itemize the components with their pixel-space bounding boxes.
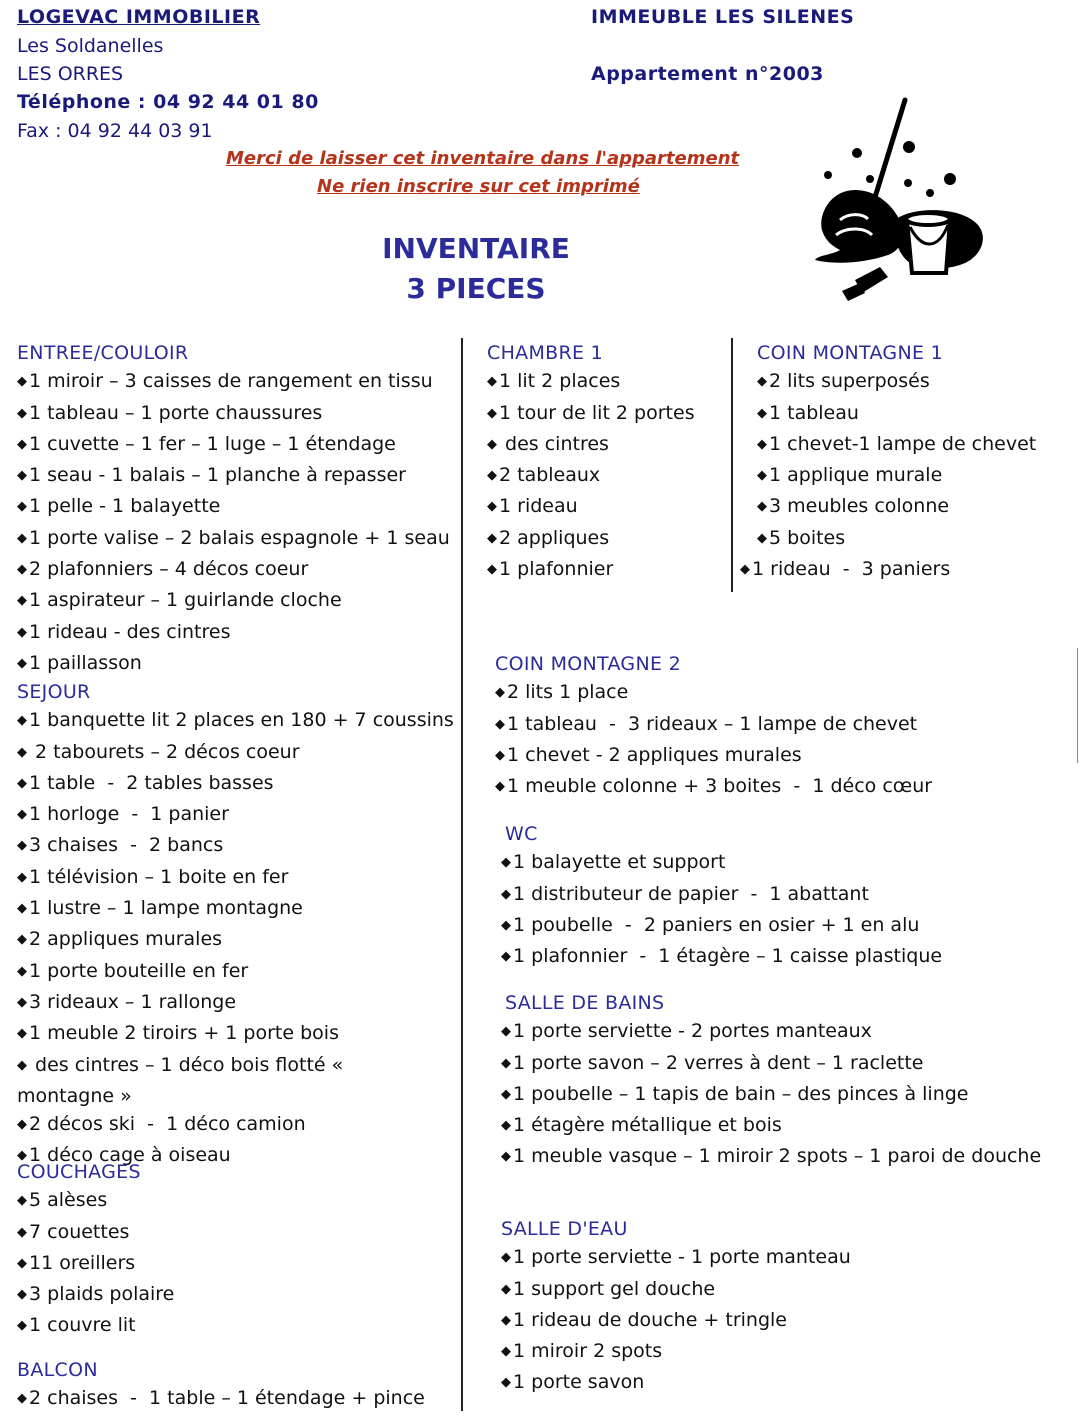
section-balcon	[17, 1356, 425, 1416]
list-item: ◆ 1 porte savon – 2 verres à dent – 1 raclette	[501, 1051, 924, 1074]
bullet-icon: ◆	[501, 1250, 511, 1266]
list-item: ◆ 1 tableau	[757, 401, 859, 424]
section-coin-montagne-2	[495, 650, 932, 803]
section-sejour	[17, 678, 454, 1173]
bullet-icon: ◆	[17, 1391, 27, 1407]
column-divider-left	[461, 338, 463, 1411]
section-heading: ENTREE/COULOIR	[17, 342, 189, 364]
list-item: ◆ 1 poubelle - 2 paniers en osier + 1 en alu	[501, 913, 920, 936]
list-item: ◆ 1 plafonnier	[487, 558, 614, 581]
list-item: ◆ 3 plaids polaire	[17, 1283, 175, 1306]
list-item: ◆ 1 déco cage à oiseau	[17, 1144, 231, 1167]
bullet-icon: ◆	[757, 499, 767, 515]
list-item: ◆ 2 chaises - 1 table – 1 étendage + pince	[17, 1387, 425, 1410]
list-item: ◆ 1 rideau - 3 paniers	[740, 558, 951, 581]
bullet-icon: ◆	[17, 775, 27, 791]
bullet-icon: ◆	[17, 932, 27, 948]
agency-address-line1: Les Soldanelles	[17, 35, 164, 57]
list-item: ◆ 1 chevet - 2 appliques murales	[495, 743, 802, 766]
bullet-icon: ◆	[17, 1224, 27, 1240]
agency-fax: Fax : 04 92 44 03 91	[17, 120, 213, 142]
bullet-icon: ◆	[501, 1312, 511, 1328]
bullet-icon: ◆	[17, 405, 27, 421]
bullet-icon: ◆	[757, 530, 767, 546]
list-item: ◆ 7 couettes	[17, 1220, 130, 1243]
bullet-icon: ◆	[501, 1024, 511, 1040]
section-entree	[17, 339, 450, 680]
list-item: ◆ 1 couvre lit	[17, 1314, 136, 1337]
list-item: ◆ 1 horloge - 1 panier	[17, 803, 229, 826]
bullet-icon: ◆	[17, 499, 27, 515]
section-chambre1	[487, 339, 695, 586]
apartment-number: Appartement n°2003	[591, 63, 824, 85]
list-item: ◆ 1 lustre – 1 lampe montagne	[17, 897, 303, 920]
list-item: ◆ 1 lit 2 places	[487, 370, 621, 393]
page-title: INVENTAIRE	[382, 232, 570, 265]
list-item: ◆ 1 porte valise – 2 balais espagnole + 1 seau	[17, 526, 450, 549]
bullet-icon: ◆	[17, 374, 27, 390]
list-item: ◆ 2 appliques	[487, 526, 610, 549]
agency-phone: Téléphone : 04 92 44 01 80	[17, 91, 319, 113]
bullet-icon: ◆	[501, 886, 511, 902]
bullet-icon: ◆	[501, 1055, 511, 1071]
bullet-icon: ◆	[757, 468, 767, 484]
bullet-icon: ◆	[17, 994, 27, 1010]
section-heading: SEJOUR	[17, 681, 91, 703]
list-item: ◆ 1 distributeur de papier - 1 abattant	[501, 882, 869, 905]
bullet-icon: ◆	[495, 747, 505, 763]
list-item: ◆ 2 appliques murales	[17, 928, 223, 951]
bullet-icon: ◆	[17, 901, 27, 917]
list-item: ◆ 1 meuble colonne + 3 boites - 1 déco cœur	[495, 775, 933, 798]
list-item: ◆ 1 meuble vasque – 1 miroir 2 spots – 1 paroi de douche	[501, 1145, 1042, 1168]
bullet-icon: ◆	[17, 713, 27, 729]
section-heading: SALLE D'EAU	[501, 1218, 628, 1240]
notice-leave-inventory: Merci de laisser cet inventaire dans l'appartement	[226, 148, 740, 169]
bullet-icon: ◆	[501, 949, 511, 965]
column-divider-right	[731, 338, 733, 592]
list-item: ◆ 2 lits superposés	[757, 370, 930, 393]
bullet-icon: ◆	[487, 468, 497, 484]
list-item: ◆ 1 télévision – 1 boite en fer	[17, 865, 289, 888]
bullet-icon: ◆	[17, 1057, 27, 1073]
bullet-icon: ◆	[17, 436, 27, 452]
bullet-icon: ◆	[757, 436, 767, 452]
list-item: ◆ 1 porte bouteille en fer	[17, 959, 249, 982]
bullet-icon: ◆	[501, 917, 511, 933]
list-item: ◆ 1 pelle - 1 balayette	[17, 495, 221, 518]
bullet-icon: ◆	[740, 562, 750, 578]
bullet-icon: ◆	[487, 374, 497, 390]
bullet-icon: ◆	[17, 1148, 27, 1164]
list-item: ◆ 11 oreillers	[17, 1251, 136, 1274]
bullet-icon: ◆	[495, 779, 505, 795]
list-item: ◆ 1 paillasson	[17, 651, 142, 674]
list-item: ◆ 1 rideau - des cintres	[17, 620, 231, 643]
list-item: ◆ 1 porte savon	[501, 1371, 645, 1394]
bullet-icon: ◆	[17, 807, 27, 823]
bullet-icon: ◆	[17, 1318, 27, 1334]
bullet-icon: ◆	[495, 716, 505, 732]
list-item: ◆ 1 poubelle – 1 tapis de bain – des pinces à linge	[501, 1082, 969, 1105]
list-item: ◆ 1 tour de lit 2 portes	[487, 401, 695, 424]
list-item: ◆ 3 meubles colonne	[757, 495, 950, 518]
section-couchages	[17, 1158, 174, 1343]
agency-address-line2: LES ORRES	[17, 63, 124, 85]
list-item: ◆ 5 alèses	[17, 1189, 108, 1212]
list-item: ◆ des cintres	[487, 432, 609, 455]
agency-name: LOGEVAC IMMOBILIER	[17, 6, 261, 28]
list-item: ◆ 5 boites	[757, 526, 846, 549]
bullet-icon: ◆	[487, 405, 497, 421]
bullet-icon: ◆	[501, 855, 511, 871]
list-item: ◆ 2 tableaux	[487, 464, 601, 487]
list-item: ◆ 1 chevet-1 lampe de chevet	[757, 432, 1037, 455]
section-salle-de-bains	[501, 989, 1041, 1174]
section-salle-d-eau	[501, 1215, 851, 1400]
bullet-icon: ◆	[17, 963, 27, 979]
bullet-icon: ◆	[757, 405, 767, 421]
list-item: ◆ 2 lits 1 place	[495, 681, 629, 704]
bullet-icon: ◆	[501, 1281, 511, 1297]
page-subtitle: 3 PIECES	[406, 272, 546, 305]
section-heading: WC	[505, 823, 538, 845]
list-item: ◆ 2 décos ski - 1 déco camion	[17, 1113, 306, 1136]
bullet-icon: ◆	[17, 655, 27, 671]
list-item: ◆ 1 support gel douche	[501, 1277, 716, 1300]
section-heading: SALLE DE BAINS	[505, 992, 665, 1014]
bullet-icon: ◆	[495, 685, 505, 701]
section-wc	[501, 820, 942, 973]
section-coin-montagne-1	[740, 339, 1037, 586]
list-item: ◆ 2 plafonniers – 4 décos coeur	[17, 558, 309, 581]
section-heading: COUCHAGES	[17, 1161, 141, 1183]
section-heading: BALCON	[17, 1359, 98, 1381]
list-item: ◆ 1 cuvette – 1 fer – 1 luge – 1 étendage	[17, 432, 396, 455]
bullet-icon: ◆	[17, 744, 27, 760]
cleaning-bucket-mop-icon	[810, 95, 990, 310]
bullet-icon: ◆	[17, 838, 27, 854]
list-item: ◆ 1 banquette lit 2 places en 180 + 7 coussins	[17, 709, 454, 732]
list-item: ◆ 1 seau - 1 balais – 1 planche à repasser	[17, 464, 406, 487]
bullet-icon: ◆	[17, 624, 27, 640]
list-item: ◆ 1 applique murale	[757, 464, 943, 487]
list-item: ◆ 2 tabourets – 2 décos coeur	[17, 740, 300, 763]
notice-do-not-write: Ne rien inscrire sur cet imprimé	[317, 176, 640, 197]
list-item: ◆ 1 aspirateur – 1 guirlande cloche	[17, 589, 342, 612]
bullet-icon: ◆	[487, 562, 497, 578]
bullet-icon: ◆	[17, 869, 27, 885]
list-item: ◆ 1 table - 2 tables basses	[17, 771, 274, 794]
list-item: ◆ des cintres – 1 déco bois flotté «	[17, 1053, 344, 1076]
bullet-icon: ◆	[17, 1255, 27, 1271]
page-edge-mark	[1077, 648, 1078, 763]
bullet-icon: ◆	[17, 1026, 27, 1042]
list-item: ◆ 1 plafonnier - 1 étagère – 1 caisse plastique	[501, 945, 943, 968]
list-item: ◆ 1 miroir 2 spots	[501, 1340, 663, 1363]
bullet-icon: ◆	[501, 1118, 511, 1134]
bullet-icon: ◆	[17, 1193, 27, 1209]
list-item: ◆ 1 tableau – 1 porte chaussures	[17, 401, 323, 424]
bullet-icon: ◆	[501, 1344, 511, 1360]
list-item-continuation: montagne »	[17, 1084, 132, 1107]
bullet-icon: ◆	[487, 499, 497, 515]
list-item: ◆ 1 porte serviette - 1 porte manteau	[501, 1246, 851, 1269]
list-item: ◆ 1 tableau - 3 rideaux – 1 lampe de chevet	[495, 712, 918, 735]
list-item: ◆ 3 rideaux – 1 rallonge	[17, 990, 237, 1013]
building-name: IMMEUBLE LES SILENES	[591, 6, 855, 28]
section-heading: CHAMBRE 1	[487, 342, 604, 364]
bullet-icon: ◆	[501, 1086, 511, 1102]
section-heading: COIN MONTAGNE 1	[757, 342, 944, 364]
section-heading: COIN MONTAGNE 2	[495, 653, 682, 675]
list-item: ◆ 3 chaises - 2 bancs	[17, 834, 224, 857]
list-item: ◆ 1 porte serviette - 2 portes manteaux	[501, 1020, 872, 1043]
list-item: ◆ 1 miroir – 3 caisses de rangement en tissu	[17, 370, 433, 393]
list-item: ◆ 1 rideau	[487, 495, 578, 518]
bullet-icon: ◆	[17, 468, 27, 484]
bullet-icon: ◆	[757, 374, 767, 390]
bullet-icon: ◆	[501, 1149, 511, 1165]
bullet-icon: ◆	[487, 436, 497, 452]
bullet-icon: ◆	[17, 1287, 27, 1303]
list-item: ◆ 1 meuble 2 tiroirs + 1 porte bois	[17, 1022, 339, 1045]
bullet-icon: ◆	[487, 530, 497, 546]
bullet-icon: ◆	[17, 1117, 27, 1133]
list-item: ◆ 1 balayette et support	[501, 851, 726, 874]
bullet-icon: ◆	[501, 1375, 511, 1391]
list-item: ◆ 1 étagère métallique et bois	[501, 1114, 782, 1137]
bullet-icon: ◆	[17, 593, 27, 609]
list-item: ◆ 1 rideau de douche + tringle	[501, 1308, 787, 1331]
bullet-icon: ◆	[17, 530, 27, 546]
bullet-icon: ◆	[17, 562, 27, 578]
